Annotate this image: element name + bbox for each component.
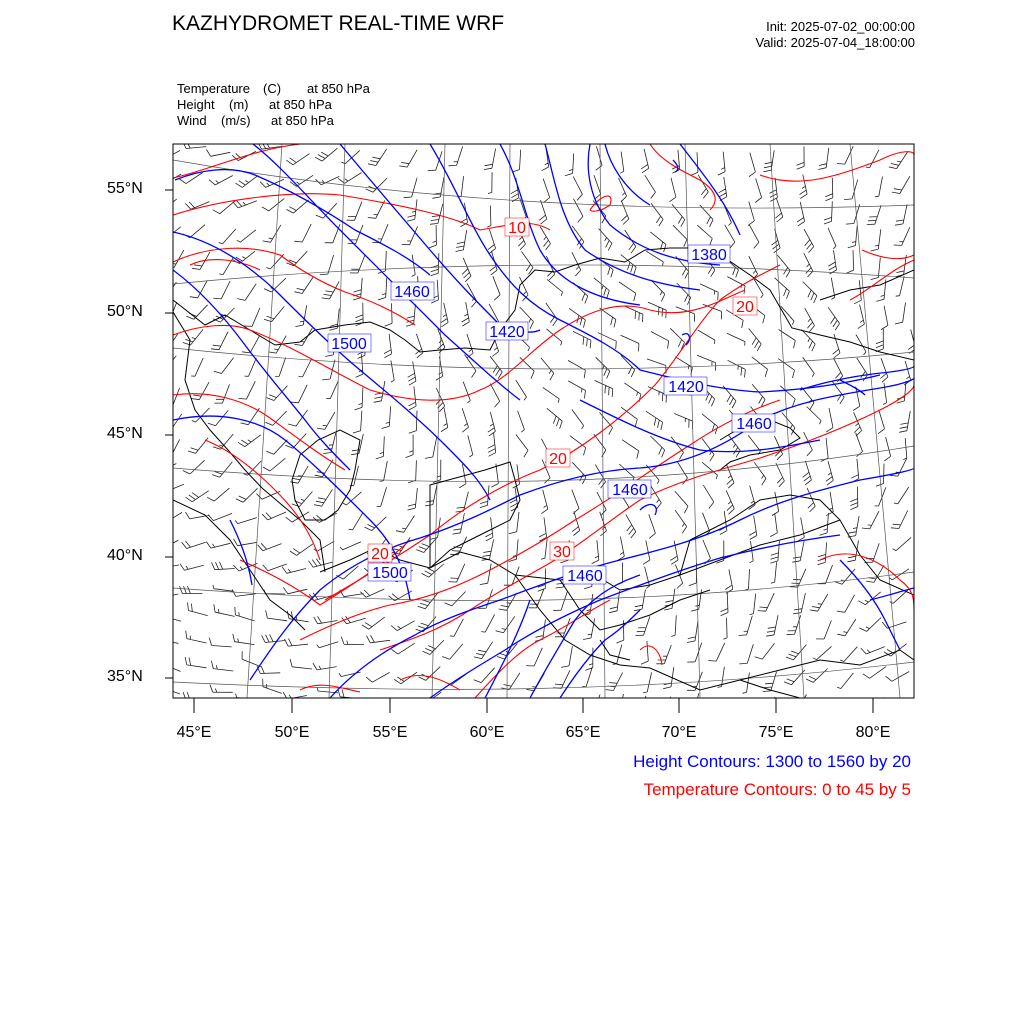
svg-text:1460: 1460 [612,482,648,499]
field-name: Temperature [177,81,250,96]
lat-label-45n: 45°N [107,425,143,442]
height-contours-caption: Height Contours: 1300 to 1560 by 20 [633,752,911,771]
init-time: Init: 2025-07-02_00:00:00 [766,19,915,34]
svg-text:1500: 1500 [331,336,367,353]
svg-text:1460: 1460 [394,284,430,301]
field-name: Height [177,97,215,112]
height-label [486,322,528,341]
lon-label-80e: 80°E [855,724,891,741]
field-level: at 850 hPa [307,81,370,96]
svg-text:1420: 1420 [668,379,704,396]
svg-text:1380: 1380 [691,247,727,264]
height-label [328,334,371,353]
svg-text:20: 20 [549,451,567,468]
lat-label-55n: 55°N [107,180,143,197]
lon-label-55e: 55°E [372,724,408,741]
height-label [391,282,434,301]
temperature-label [733,297,757,316]
lon-label-50e: 50°E [274,724,310,741]
field-unit: (m) [229,97,249,112]
svg-text:1460: 1460 [567,568,603,585]
temperature-contours-caption: Temperature Contours: 0 to 45 by 5 [643,780,911,799]
lon-label-60e: 60°E [469,724,505,741]
svg-text:20: 20 [736,299,754,316]
temperature-label [368,544,392,563]
height-label [563,566,606,585]
height-label [688,245,730,264]
lon-label-45e: 45°E [176,724,212,741]
lat-label-35n: 35°N [107,668,143,685]
valid-time: Valid: 2025-07-04_18:00:00 [755,35,915,50]
svg-text:1420: 1420 [489,324,525,341]
field-name: Wind [177,113,207,128]
height-label [664,377,707,396]
lat-label-50n: 50°N [107,303,143,320]
field-unit: (m/s) [221,113,251,128]
svg-text:30: 30 [553,544,571,561]
lon-label-75e: 75°E [758,724,794,741]
map-title: KAZHYDROMET REAL-TIME WRF [172,12,505,35]
height-label [608,480,651,499]
svg-text:1500: 1500 [372,565,408,582]
temperature-label [505,218,529,237]
lon-label-70e: 70°E [661,724,697,741]
temperature-label [550,542,574,561]
field-unit: (C) [263,81,282,96]
svg-text:10: 10 [508,220,526,237]
svg-text:1460: 1460 [736,416,772,433]
field-level: at 850 hPa [269,97,332,112]
temperature-label [546,449,570,468]
field-level: at 850 hPa [271,113,334,128]
lon-label-65e: 65°E [565,724,601,741]
height-label [368,563,411,582]
height-label [732,414,775,433]
svg-text:20: 20 [371,546,389,563]
lat-label-40n: 40°N [107,547,143,564]
